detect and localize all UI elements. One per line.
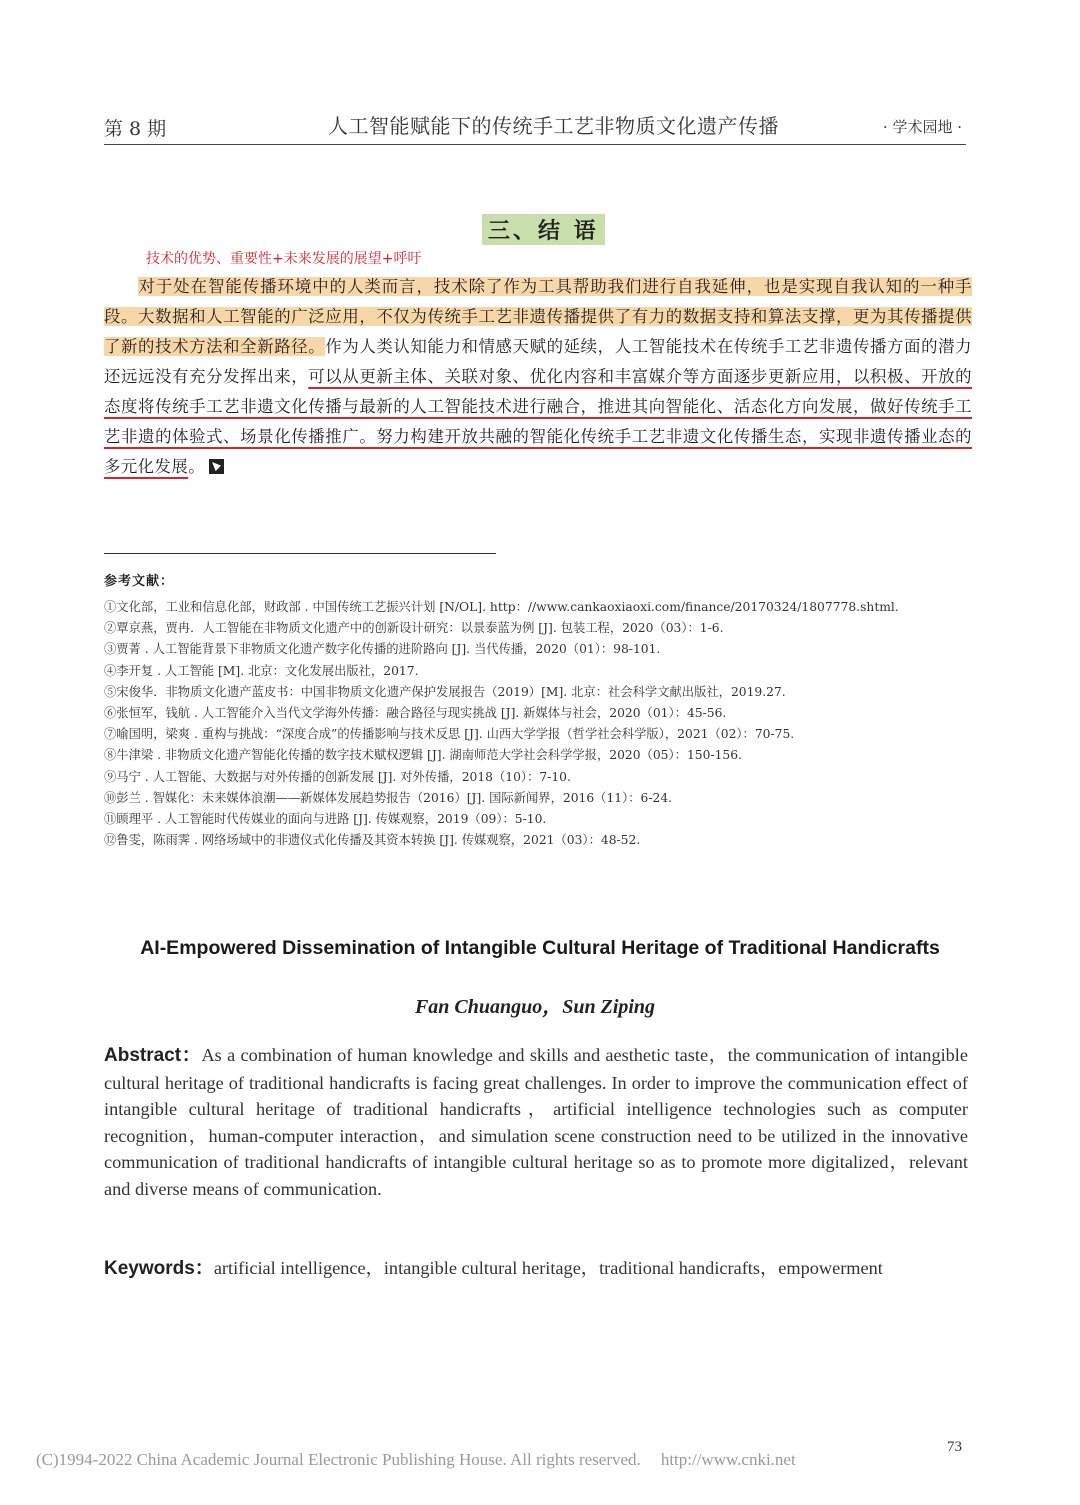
english-abstract [104,1042,968,1203]
reference-item: ④李开复 . 人工智能 [M]. 北京：文化发展出版社，2017. [104,663,419,678]
reference-item: ⑩彭兰 . 智媒化：未来媒体浪潮——新媒体发展趋势报告（2016）[J]. 国际新闻界，2016（11）：6-24. [104,790,673,805]
abstract-label: Abstract： [104,1045,202,1066]
reference-item: ③贾菁 . 人工智能背景下非物质文化遗产数字化传播的进阶路向 [J]. 当代传播，2020（01）：98-101. [104,642,661,657]
reference-item: ②覃京燕，贾冉．人工智能在非物质文化遗产中的创新设计研究：以景泰蓝为例 [J]. 包装工程，2020（03）：1-6. [104,621,724,636]
running-header [104,108,966,145]
reference-item: ①文化部，工业和信息化部，财政部 . 中国传统工艺振兴计划 [N/OL]. http：//www.cankaoxiaoxi.com/finance/20170324/1807778.shtml. [104,600,899,614]
abstract-text: As a combination of human knowledge and skills and aesthetic taste，the communication of intangible cultural heritage of traditional handicrafts is facing great challenges. In order to improve the communication effect of intangible cultural heritage of traditional handicrafts，artificial intelligence technologies such as computer recognition，human-computer interaction，and simulation scene construction need to be utilized in the innovative communication of traditional handicrafts of intangible cultural heritage so as to promote more digitalized，relevant and diverse means of communication. [104,1045,968,1199]
page-number: 73 [947,1439,962,1455]
red-annotation-note: 技术的优势、重要性+未来发展的展望+呼吁 [146,251,422,267]
underlined-sentence: 可以从更新主体、关联对象、优化内容和丰富媒介等方面逐步更新应用，以积极、开放的态度将传统手工艺非遗文化传播与最新的人工智能技术进行融合，推进其向智能化、活态化方向发展，做好传统手工艺非遗的体验式、场景化传播推广。努力构建开放共融的智能化传统手工艺非遗文化传播生态，实现非遗传播业态的多元化发展 [104,367,972,476]
reference-item: ⑫鲁雯，陈雨霁 . 网络场域中的非遗仪式化传播及其资本转换 [J]. 传媒观察，2021（03）：48-52. [104,833,641,848]
references-title: 参考文献： [104,574,175,589]
reference-item: ⑪顾理平 . 人工智能时代传媒业的面向与进路 [J]. 传媒观察，2019（09）：5-10. [104,812,547,827]
references-list [104,597,984,851]
reference-divider [104,553,496,554]
english-authors: Fan Chuanguo，Sun Ziping [414,996,656,1018]
conclusion-paragraph [104,272,972,482]
keywords-label: Keywords： [104,1258,214,1279]
section-title: 三、结 语 [482,214,605,245]
keywords-text: artificial intelligence，intangible cultural heritage，traditional handicrafts，empowerment [213,1258,883,1278]
end-mark-icon [209,459,224,474]
copyright-footer [36,1450,796,1470]
highlight-sentence-1: 对于处在智能传播环境中的人类而言，技术除了作为工具帮助我们进行自我延伸，也是实现自我认知的一种手段。 [104,277,972,326]
copyright-text: (C)1994-2022 China Academic Journal Electronic Publishing House. All rights reserved. [36,1450,641,1469]
plain-sentence: 作为人类认知能力和情感天赋的延续，人工智能技术在传统手工艺非遗传播方面的潜力还远远没有充分发挥出来， [104,337,972,386]
english-keywords [104,1255,968,1283]
reference-item: ⑤宋俊华．非物质文化遗产蓝皮书：中国非物质文化遗产保护发展报告（2019）[M]. 北京：社会科学文献出版社，2019.27. [104,684,786,699]
english-title: AI-Empowered Dissemination of Intangible Cultural Heritage of Traditional Handicrafts [140,937,940,959]
reference-item: ⑧牛津梁 . 非物质文化遗产智能化传播的数字技术赋权逻辑 [J]. 湖南师范大学社会科学学报，2020（05）：150-156. [104,748,742,763]
reference-item: ⑦喻国明，梁爽 . 重构与挑战：“深度合成”的传播影响与技术反思 [J]. 山西大学学报（哲学社会科学版），2021（02）：70-75. [104,727,795,742]
issue-number: 第 8 期 [104,118,167,140]
column-name: · 学术园地 · [882,118,962,136]
footer-url: http://www.cnki.net [660,1450,796,1469]
reference-item: ⑨马宁 . 人工智能、大数据与对外传播的创新发展 [J]. 对外传播，2018（10）：7-10. [104,769,571,784]
highlight-sentence-2: 大数据和人工智能的广泛应用，不仅为传统手工艺非遗传播提供了有力的数据支持和算法支撑，更为其传播提供了新的技术方法和全新路径。 [104,307,972,356]
running-title: 人工智能赋能下的传统手工艺非物质文化遗产传播 [328,114,779,138]
period: 。 [188,457,206,476]
reference-item: ⑥张恒军，钱航 . 人工智能介入当代文学海外传播：融合路径与现实挑战 [J]. 新媒体与社会，2020（01）：45-56. [104,706,727,721]
